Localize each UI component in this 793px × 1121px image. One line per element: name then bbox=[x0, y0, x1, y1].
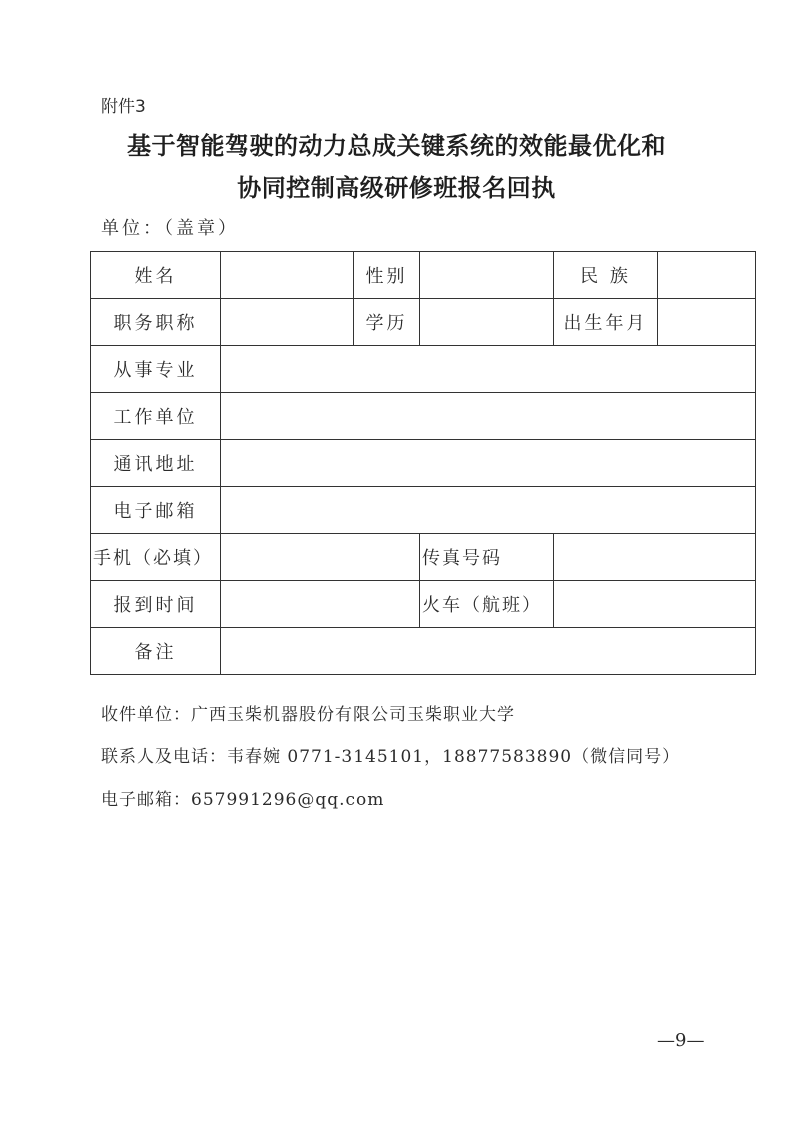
recipient-info: 收件单位：广西玉柴机器股份有限公司玉柴职业大学 bbox=[101, 705, 515, 725]
table-row bbox=[91, 252, 756, 299]
job-title-label: 职务职称 bbox=[91, 299, 221, 346]
education-label: 学历 bbox=[354, 299, 420, 346]
table-row bbox=[91, 440, 756, 487]
registration-form-table bbox=[90, 251, 756, 675]
document-title-line-1: 基于智能驾驶的动力总成关键系统的效能最优化和 bbox=[127, 131, 666, 160]
remarks-field[interactable] bbox=[221, 628, 756, 675]
address-label: 通讯地址 bbox=[91, 440, 221, 487]
address-field[interactable] bbox=[221, 440, 756, 487]
table-row bbox=[91, 346, 756, 393]
unit-seal-label: 单位：（盖章） bbox=[101, 218, 239, 239]
name-field[interactable] bbox=[221, 252, 354, 299]
document-title-line-2: 协同控制高级研修班报名回执 bbox=[237, 173, 556, 202]
table-row bbox=[91, 628, 756, 675]
ethnicity-field[interactable] bbox=[658, 252, 756, 299]
specialty-field[interactable] bbox=[221, 346, 756, 393]
arrival-label: 报到时间 bbox=[91, 581, 221, 628]
table-row bbox=[91, 393, 756, 440]
mobile-label: 手机（必填） bbox=[91, 534, 221, 581]
remarks-label: 备注 bbox=[91, 628, 221, 675]
name-label: 姓名 bbox=[91, 252, 221, 299]
gender-label: 性别 bbox=[354, 252, 420, 299]
table-row bbox=[91, 534, 756, 581]
birth-field[interactable] bbox=[658, 299, 756, 346]
work-unit-label: 工作单位 bbox=[91, 393, 221, 440]
job-title-field[interactable] bbox=[221, 299, 354, 346]
page-number: —9— bbox=[657, 1030, 705, 1051]
attachment-label: 附件3 bbox=[101, 97, 146, 117]
table-row bbox=[91, 299, 756, 346]
fax-label: 传真号码 bbox=[420, 534, 554, 581]
table-row bbox=[91, 487, 756, 534]
work-unit-field[interactable] bbox=[221, 393, 756, 440]
education-field[interactable] bbox=[420, 299, 554, 346]
email-label: 电子邮箱 bbox=[91, 487, 221, 534]
fax-field[interactable] bbox=[554, 534, 756, 581]
table-row bbox=[91, 581, 756, 628]
train-field[interactable] bbox=[554, 581, 756, 628]
email-info: 电子邮箱：657991296@qq.com bbox=[101, 790, 385, 810]
gender-field[interactable] bbox=[420, 252, 554, 299]
email-field[interactable] bbox=[221, 487, 756, 534]
contact-info: 联系人及电话：韦春婉 0771-3145101，18877583890（微信同号） bbox=[101, 747, 681, 767]
arrival-field[interactable] bbox=[221, 581, 420, 628]
mobile-field[interactable] bbox=[221, 534, 420, 581]
ethnicity-label: 民 族 bbox=[554, 252, 658, 299]
train-label: 火车（航班） bbox=[420, 581, 554, 628]
birth-label: 出生年月 bbox=[554, 299, 658, 346]
specialty-label: 从事专业 bbox=[91, 346, 221, 393]
